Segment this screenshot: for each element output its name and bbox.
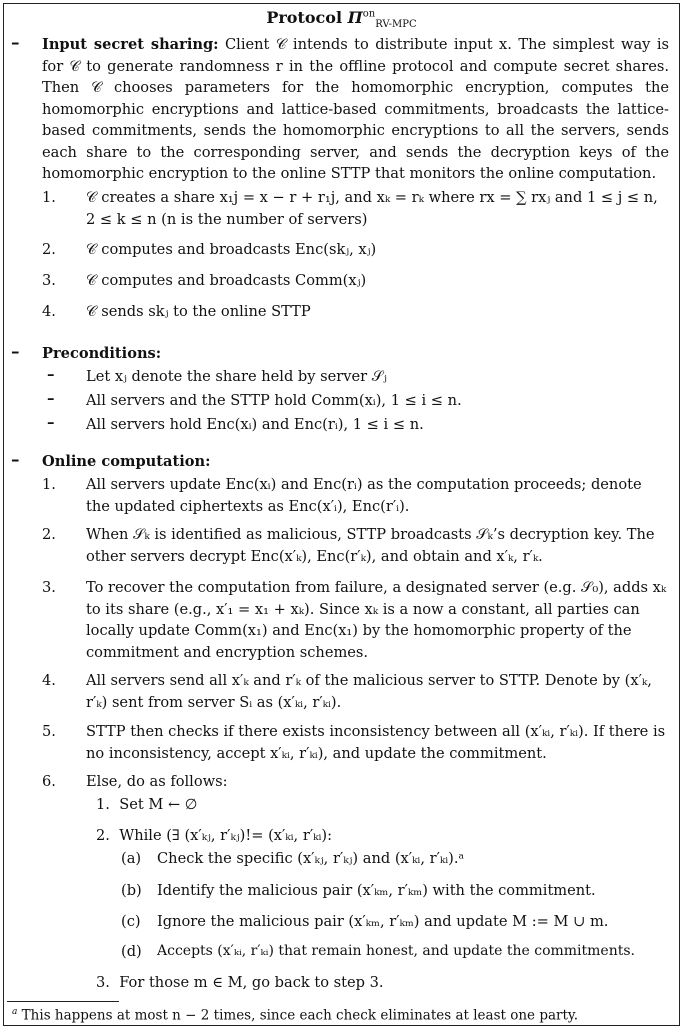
online-item-6: Else, do as follows: — [86, 773, 228, 790]
item-number: 2. — [42, 526, 56, 543]
item-number: 1. — [42, 476, 56, 493]
item-number: 5. — [42, 723, 56, 740]
footnote: $^a$ This happens at most n − 2 times, since each check eliminates at least one party. — [12, 1007, 579, 1024]
protocol-title: Protocol $\Pi^{on}_{RV-MPC}$ — [266, 8, 417, 31]
footnote-rule — [7, 1001, 119, 1002]
substep-a: Check the specific (x′ₖⱼ, r′ₖⱼ) and (x′ₖᵢ, r′ₖᵢ).ᵃ — [157, 850, 465, 867]
bullet-dash: – — [47, 413, 55, 431]
input-sharing-paragraph: Input secret sharing: Client 𝒞 intends to distribute input x. The simplest way is for 𝒞 to generate randomness r in the offline protocol and compute secret shares. Then 𝒞 chooses parameters for the homomorphic encryption, computes the homomorphic encryptions and lattice-based commitments, broadcasts the lattice-based commitments, sends the homomorphic encryptions to all the servers, sends each share to the corresponding server, and sends the decryption keys of the homomorphic encryption to the online STTP that monitors the online computation. — [42, 36, 669, 182]
item-number: 4. — [42, 672, 56, 689]
precondition-1: Let xⱼ denote the share held by server 𝒮ⱼ — [86, 368, 387, 385]
step-3: 3. For those m ∈ M, go back to step 3. — [96, 974, 384, 991]
protocol-box — [3, 3, 680, 1026]
substep-d: Accepts (x′ₖᵢ, r′ₖᵢ) that remain honest, and update the commitments. — [157, 943, 635, 959]
input-item-1: 𝒞 creates a share x₁j = x − r + r₁j, and xₖ = rₖ where rx = ∑ rxⱼ and 1 ≤ j ≤ n, 2 ≤ k ≤ n (n is the number of servers) — [86, 189, 658, 228]
substep-c: Ignore the malicious pair (x′ₖₘ, r′ₖₘ) and update M := M ∪ m. — [157, 913, 609, 930]
online-item-2: When 𝒮ₖ is identified as malicious, STTP broadcasts 𝒮ₖ’s decryption key. The other servers decrypt Enc(x′ₖ), Enc(r′ₖ), and obtain and x′ₖ, r′ₖ. — [86, 526, 655, 565]
step-2: 2. While (∃ (x′ₖⱼ, r′ₖⱼ)!= (x′ₖᵢ, r′ₖᵢ): — [96, 827, 332, 844]
step-1: 1. Set M ← ∅ — [96, 796, 198, 813]
item-number: 6. — [42, 773, 56, 790]
input-item-2: 𝒞 computes and broadcasts Enc(skⱼ, xⱼ) — [86, 241, 377, 258]
item-number: 3. — [42, 579, 56, 596]
item-number: 3. — [42, 272, 56, 289]
substep-number: (a) — [121, 850, 142, 867]
input-item-4: 𝒞 sends skⱼ to the online STTP — [86, 303, 311, 320]
online-item-4: All servers send all x′ₖ and r′ₖ of the malicious server to STTP. Denote by (x′ₖ, r′ₖ) sent from server Sᵢ as (x′ₖᵢ, r′ₖᵢ). — [86, 672, 652, 711]
item-number: 1. — [42, 189, 56, 206]
input-item-3: 𝒞 computes and broadcasts Comm(xⱼ) — [86, 272, 367, 289]
preconditions-heading: Preconditions: — [42, 345, 162, 362]
substep-number: (b) — [121, 882, 142, 899]
bullet-dash: – — [47, 389, 55, 407]
section-dash: – — [11, 33, 20, 53]
online-item-5: STTP then checks if there exists inconsistency between all (x′ₖᵢ, r′ₖᵢ). If there is no inconsistency, accept x′ₖᵢ, r′ₖᵢ), and update the commitment. — [86, 723, 666, 762]
bullet-dash: – — [47, 365, 55, 383]
section-dash: – — [11, 342, 20, 362]
precondition-3: All servers hold Enc(xᵢ) and Enc(rᵢ), 1 ≤ i ≤ n. — [86, 416, 424, 433]
online-item-3: To recover the computation from failure, a designated server (e.g. 𝒮₀), adds xₖ to its share (e.g., x′₁ = x₁ + xₖ). Since xₖ is a now a constant, all parties can locally update Comm(x₁) and Enc(x₁) by the homomorphic property of the commitment and encryption schemes. — [86, 579, 667, 661]
item-number: 2. — [42, 241, 56, 258]
substep-number: (d) — [121, 943, 142, 960]
substep-b: Identify the malicious pair (x′ₖₘ, r′ₖₘ) with the commitment. — [157, 882, 596, 899]
online-item-1: All servers update Enc(xᵢ) and Enc(rᵢ) as the computation proceeds; denote the updated ciphertexts as Enc(x′ᵢ), Enc(r′ᵢ). — [86, 476, 642, 515]
item-number: 4. — [42, 303, 56, 320]
section-dash: – — [11, 450, 20, 470]
online-heading: Online computation: — [42, 453, 211, 470]
substep-number: (c) — [121, 913, 141, 930]
precondition-2: All servers and the STTP hold Comm(xᵢ), 1 ≤ i ≤ n. — [86, 392, 462, 409]
